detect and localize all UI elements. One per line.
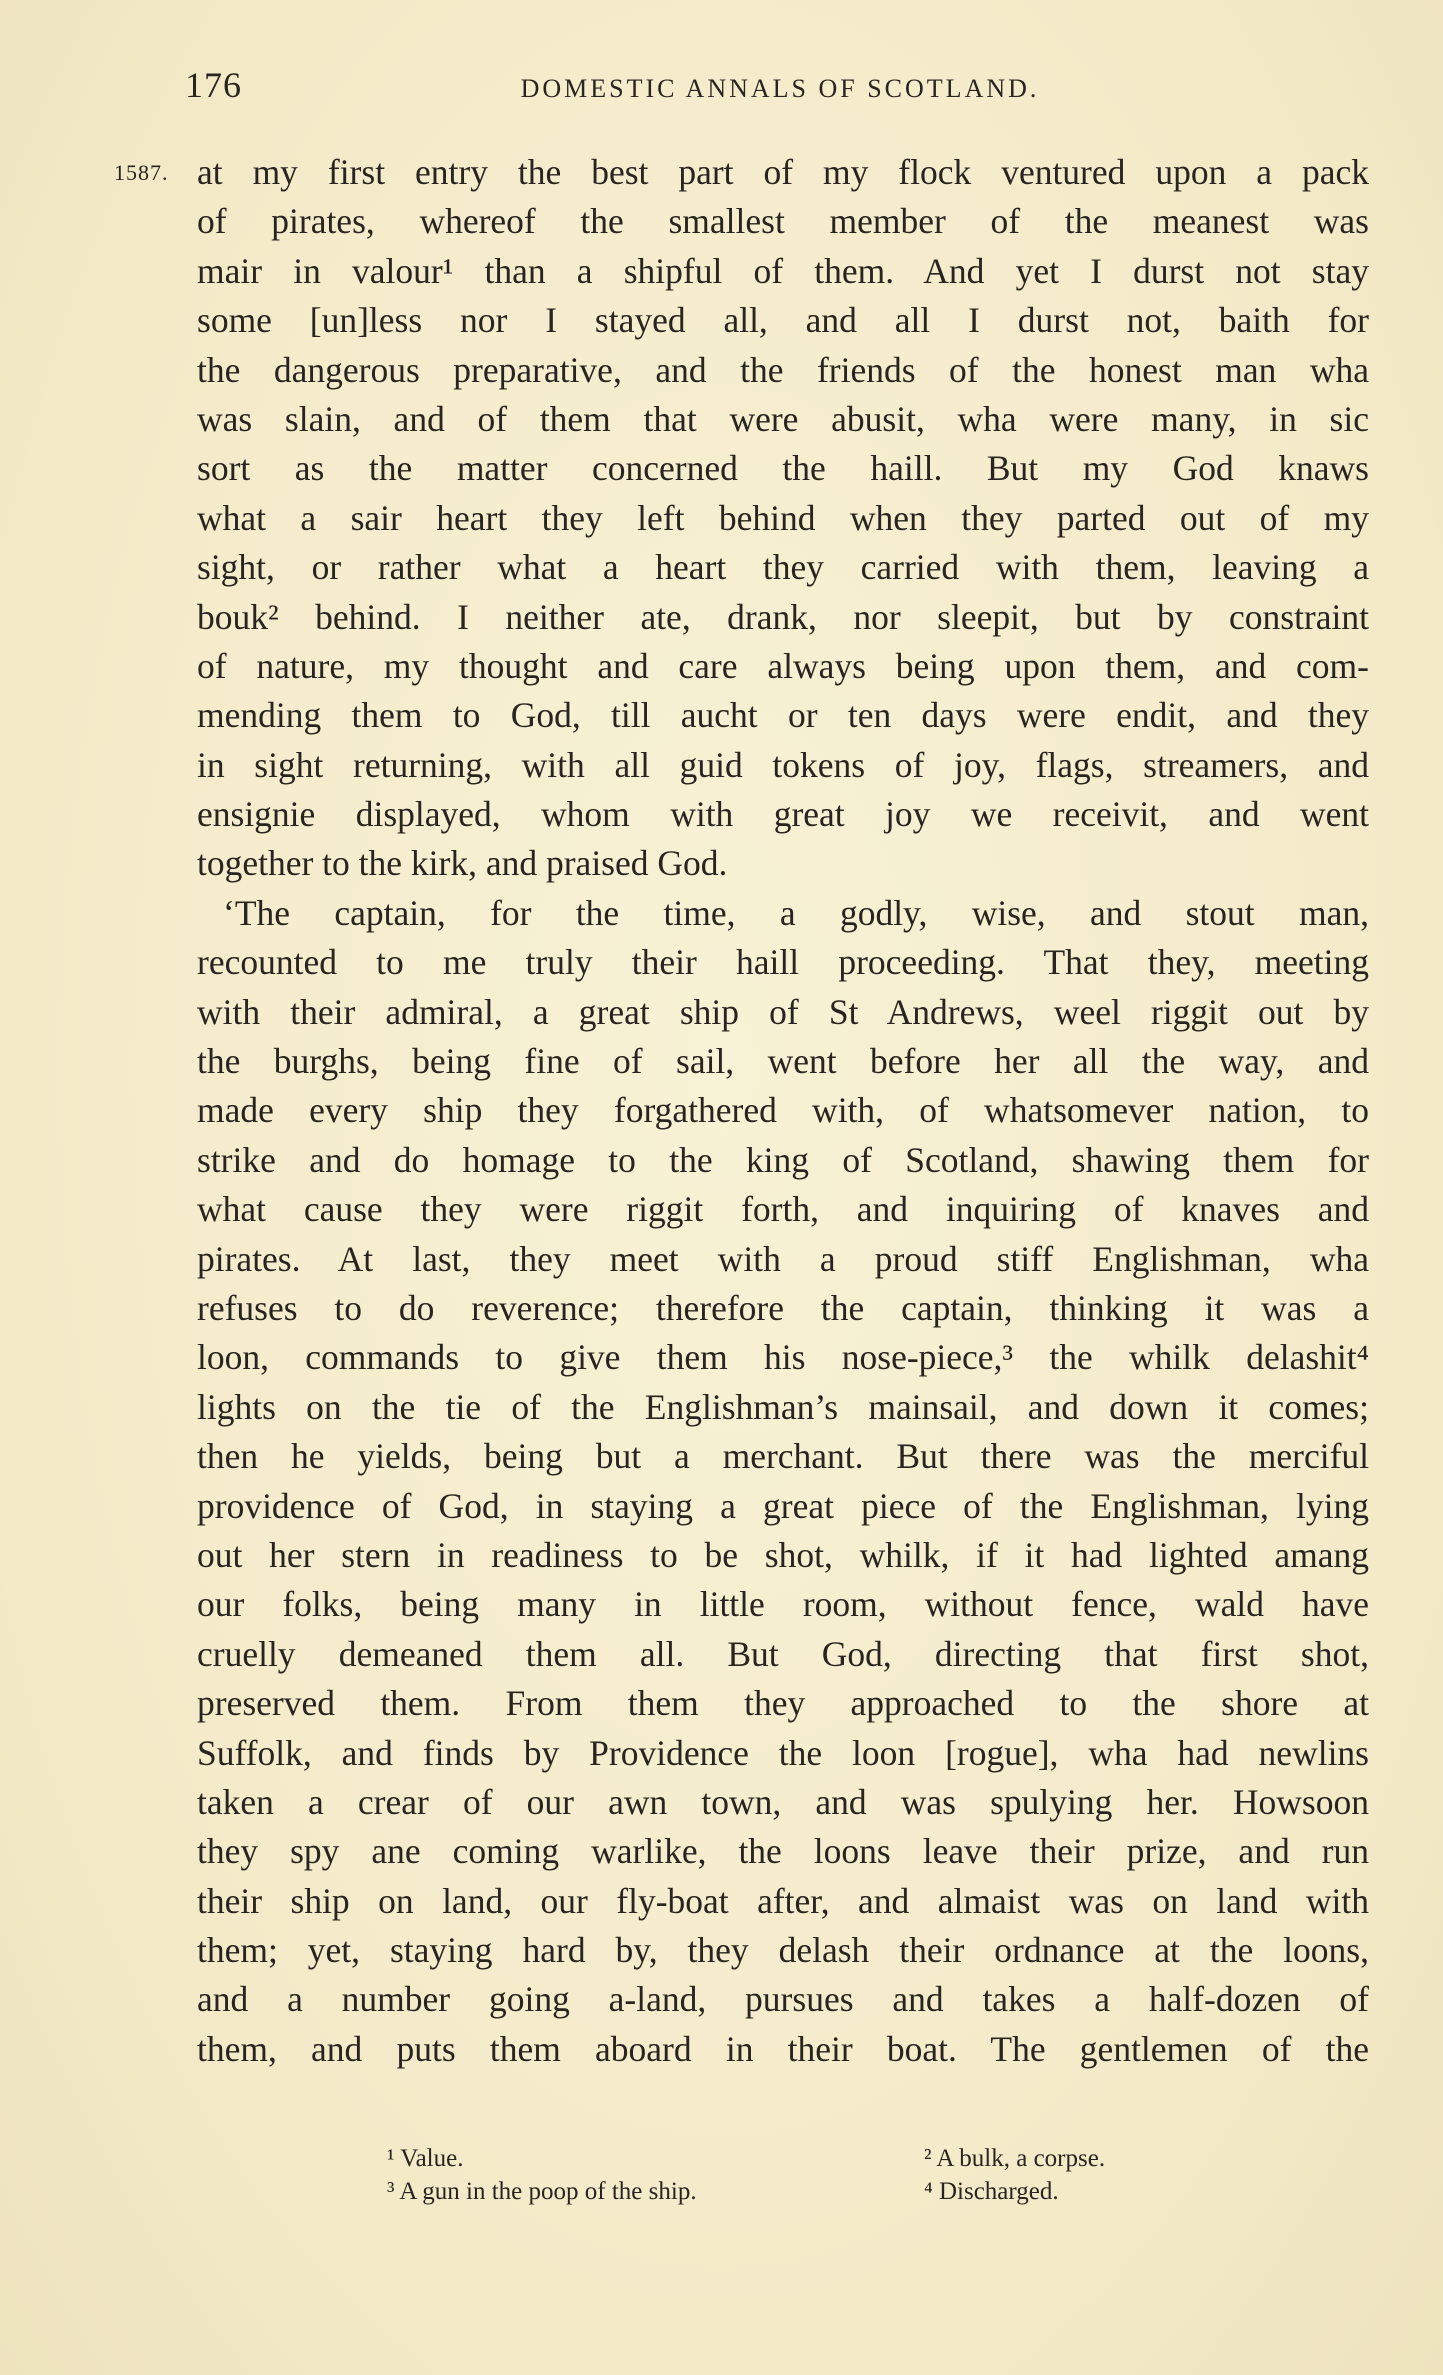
footnote-1: ¹ Value.: [387, 2145, 464, 2172]
text-line: then he yields, being but a merchant. But there was the merciful: [197, 1436, 1369, 1477]
page-number: 176: [185, 65, 242, 105]
text-line: providence of God, in staying a great piece of the Englishman, lying: [197, 1485, 1369, 1526]
text-line: with their admiral, a great ship of St Andrews, weel riggit out by: [197, 991, 1369, 1032]
text-line: them; yet, staying hard by, they delash their ordnance at the loons,: [197, 1930, 1369, 1971]
text-line: ‘The captain, for the time, a godly, wise, and stout man,: [223, 892, 1369, 933]
text-line: of nature, my thought and care always being upon them, and com-: [197, 645, 1369, 686]
text-line: made every ship they forgathered with, of whatsomever nation, to: [197, 1090, 1369, 1131]
body-text: [197, 148, 1369, 2074]
text-line: at my first entry the best part of my flock ventured upon a pack: [197, 152, 1369, 192]
text-line: of pirates, whereof the smallest member of the meanest was: [197, 201, 1369, 242]
footnote-row: [387, 2142, 1187, 2175]
text-line: ensignie displayed, whom with great joy we receivit, and went: [197, 794, 1369, 835]
text-line: mair in valour¹ than a shipful of them. And yet I durst not stay: [197, 250, 1369, 291]
text-line: they spy ane coming warlike, the loons leave their prize, and run: [197, 1831, 1369, 1872]
text-line: what cause they were riggit forth, and inquiring of knaves and: [197, 1189, 1369, 1230]
footnote-row: [387, 2175, 1187, 2208]
text-line: the burghs, being fine of sail, went before her all the way, and: [197, 1041, 1369, 1082]
page-header: [185, 64, 1375, 124]
text-line: Suffolk, and finds by Providence the loon [rogue], wha had newlins: [197, 1732, 1369, 1773]
text-line: them, and puts them aboard in their boat. The gentlemen of the: [197, 2028, 1369, 2069]
footnote-3: ³ A gun in the poop of the ship.: [387, 2178, 697, 2205]
text-line: bouk² behind. I neither ate, drank, nor sleepit, but by constraint: [197, 596, 1369, 637]
text-line: was slain, and of them that were abusit, wha were many, in sic: [197, 398, 1369, 439]
running-head: DOMESTIC ANNALS OF SCOTLAND.: [520, 74, 1040, 103]
text-line: sort as the matter concerned the haill. But my God knaws: [197, 448, 1369, 489]
text-line: their ship on land, our fly-boat after, and almaist was on land with: [197, 1880, 1369, 1921]
text-line: the dangerous preparative, and the friends of the honest man wha: [197, 349, 1369, 390]
text-line: preserved them. From them they approached to the shore at: [197, 1683, 1369, 1724]
text-line: refuses to do reverence; therefore the captain, thinking it was a: [197, 1287, 1369, 1328]
text-line: loon, commands to give them his nose-piece,³ the whilk delashit⁴: [197, 1337, 1369, 1378]
text-line: what a sair heart they left behind when they parted out of my: [197, 497, 1369, 538]
text-line: mending them to God, till aucht or ten days were endit, and they: [197, 695, 1369, 736]
footnotes: [387, 2142, 1187, 2208]
text-line: in sight returning, with all guid tokens of joy, flags, streamers, and: [197, 744, 1369, 785]
text-line: strike and do homage to the king of Scotland, shawing them for: [197, 1139, 1369, 1180]
margin-year: 1587.: [114, 160, 169, 185]
text-line: recounted to me truly their haill proceeding. That they, meeting: [197, 942, 1369, 983]
footnote-2: ² A bulk, a corpse.: [924, 2145, 1106, 2172]
text-line: sight, or rather what a heart they carried with them, leaving a: [197, 547, 1369, 588]
text-line: taken a crear of our awn town, and was spulying her. Howsoon: [197, 1781, 1369, 1822]
text-line: together to the kirk, and praised God.: [197, 843, 728, 884]
text-line: and a number going a-land, pursues and takes a half-dozen of: [197, 1979, 1369, 2020]
text-line: pirates. At last, they meet with a proud stiff Englishman, wha: [197, 1238, 1369, 1279]
text-line: cruelly demeaned them all. But God, directing that first shot,: [197, 1633, 1369, 1674]
text-line: our folks, being many in little room, without fence, wald have: [197, 1584, 1369, 1625]
text-line: out her stern in readiness to be shot, whilk, if it had lighted amang: [197, 1534, 1369, 1575]
footnote-4: ⁴ Discharged.: [924, 2178, 1059, 2205]
text-line: some [un]less nor I stayed all, and all I durst not, baith for: [197, 300, 1369, 341]
text-line: lights on the tie of the Englishman’s mainsail, and down it comes;: [197, 1386, 1369, 1427]
